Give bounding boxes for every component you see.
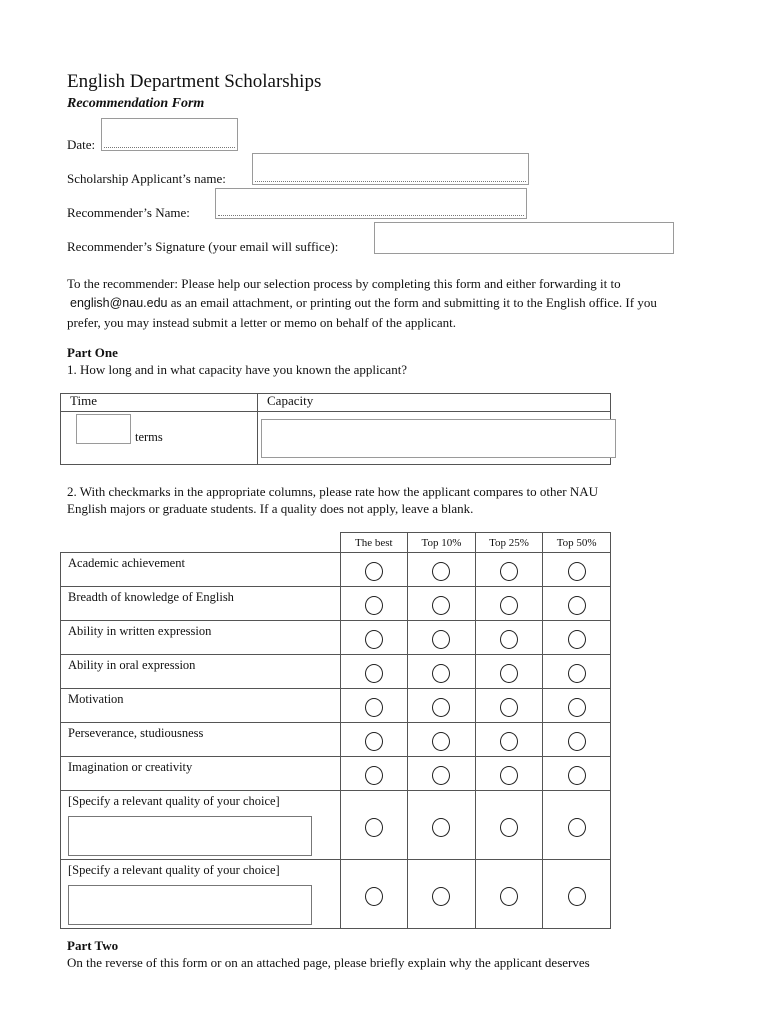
rating-header-row [61,533,611,553]
radio-motivation-best[interactable] [365,698,383,717]
question-2-line-2: English majors or graduate students. If a quality does not apply, leave a blank. [67,501,474,516]
radio-perseverance-top25[interactable] [500,732,518,751]
radio-specify2-best[interactable] [365,887,383,906]
rating-row [61,553,611,587]
instructions-paragraph [67,274,732,332]
rating-row [61,655,611,689]
radio-imagination-top10[interactable] [432,766,450,785]
capacity-input[interactable] [262,420,615,457]
radio-written-top10[interactable] [432,630,450,649]
terms-label: terms [135,430,163,444]
radio-specify2-top25[interactable] [500,887,518,906]
radio-breadth-top25[interactable] [500,596,518,615]
part-one-heading: Part One [67,345,118,360]
specify-quality-1-field[interactable] [68,816,312,856]
recommender-name-input[interactable] [216,189,526,218]
date-label: Date: [67,137,96,152]
row-label-specify-1: [Specify a relevant quality of your choice] [68,794,280,808]
specify-quality-2-input[interactable] [69,886,315,926]
radio-academic-best[interactable] [365,562,383,581]
col-top-25: Top 25% [475,533,543,553]
question-2-line-1: 2. With checkmarks in the appropriate columns, please rate how the applicant compares to other NAU [67,484,598,499]
instructions-line-1: To the recommender: Please help our selection process by completing this form and either forwarding it to [67,276,621,291]
specify-quality-2-field[interactable] [68,885,312,925]
rating-row [61,723,611,757]
radio-breadth-top50[interactable] [568,596,586,615]
rating-table [60,532,611,929]
radio-academic-top10[interactable] [432,562,450,581]
signature-label: Recommender’s Signature (your email will suffice): [67,239,339,254]
instructions-line-3: prefer, you may instead submit a letter or memo on behalf of the applicant. [67,315,456,330]
row-label-specify-2: [Specify a relevant quality of your choice] [68,863,280,877]
radio-breadth-top10[interactable] [432,596,450,615]
terms-input[interactable] [77,415,130,443]
time-header: Time [61,394,258,412]
row-label-motivation: Motivation [61,689,341,723]
radio-specify2-top50[interactable] [568,887,586,906]
row-label-breadth: Breadth of knowledge of English [61,587,341,621]
rating-row [61,757,611,791]
radio-specify1-best[interactable] [365,818,383,837]
radio-breadth-best[interactable] [365,596,383,615]
part-two-heading: Part Two [67,938,119,953]
radio-imagination-best[interactable] [365,766,383,785]
radio-imagination-top25[interactable] [500,766,518,785]
radio-motivation-top25[interactable] [500,698,518,717]
rating-row [61,621,611,655]
row-label-perseverance: Perseverance, studiousness [61,723,341,757]
radio-specify1-top50[interactable] [568,818,586,837]
capacity-cell [258,412,611,465]
part-two-text: On the reverse of this form or on an attached page, please briefly explain why the applicant deserves [67,955,590,970]
email-link[interactable]: english@nau.edu [70,296,168,310]
terms-field[interactable] [76,414,131,444]
time-capacity-table [60,393,611,465]
radio-written-best[interactable] [365,630,383,649]
recommender-name-field[interactable] [215,188,527,219]
radio-perseverance-best[interactable] [365,732,383,751]
page-subtitle: Recommendation Form [67,96,205,111]
signature-field[interactable] [374,222,674,254]
applicant-name-label: Scholarship Applicant’s name: [67,171,226,186]
instructions-line-2: english@nau.edu as an email attachment, or printing out the form and submitting it to the English office. If you [70,295,657,310]
time-cell [61,412,258,465]
rating-row [61,791,611,860]
radio-motivation-top50[interactable] [568,698,586,717]
col-the-best: The best [340,533,408,553]
row-label-academic: Academic achievement [61,553,341,587]
capacity-field[interactable] [261,419,616,458]
page-title: English Department Scholarships [67,71,322,92]
col-top-50: Top 50% [543,533,611,553]
rating-row [61,860,611,929]
rating-row [61,587,611,621]
applicant-name-field[interactable] [252,153,529,185]
radio-specify1-top10[interactable] [432,818,450,837]
recommender-name-label: Recommender’s Name: [67,205,190,220]
row-specify-1 [61,791,341,860]
date-field[interactable] [101,118,238,151]
col-top-10: Top 10% [408,533,476,553]
radio-oral-top50[interactable] [568,664,586,683]
row-specify-2 [61,860,341,929]
radio-oral-best[interactable] [365,664,383,683]
radio-academic-top25[interactable] [500,562,518,581]
radio-perseverance-top10[interactable] [432,732,450,751]
radio-academic-top50[interactable] [568,562,586,581]
row-label-written: Ability in written expression [61,621,341,655]
radio-oral-top10[interactable] [432,664,450,683]
rating-row [61,689,611,723]
radio-perseverance-top50[interactable] [568,732,586,751]
row-label-imagination: Imagination or creativity [61,757,341,791]
capacity-header: Capacity [258,394,611,412]
radio-specify1-top25[interactable] [500,818,518,837]
applicant-name-input[interactable] [253,154,528,184]
radio-written-top25[interactable] [500,630,518,649]
row-label-oral: Ability in oral expression [61,655,341,689]
radio-specify2-top10[interactable] [432,887,450,906]
specify-quality-1-input[interactable] [69,817,315,857]
radio-motivation-top10[interactable] [432,698,450,717]
radio-written-top50[interactable] [568,630,586,649]
signature-input[interactable] [375,223,673,253]
date-input[interactable] [102,119,237,150]
radio-oral-top25[interactable] [500,664,518,683]
question-1: 1. How long and in what capacity have you known the applicant? [67,362,408,377]
radio-imagination-top50[interactable] [568,766,586,785]
